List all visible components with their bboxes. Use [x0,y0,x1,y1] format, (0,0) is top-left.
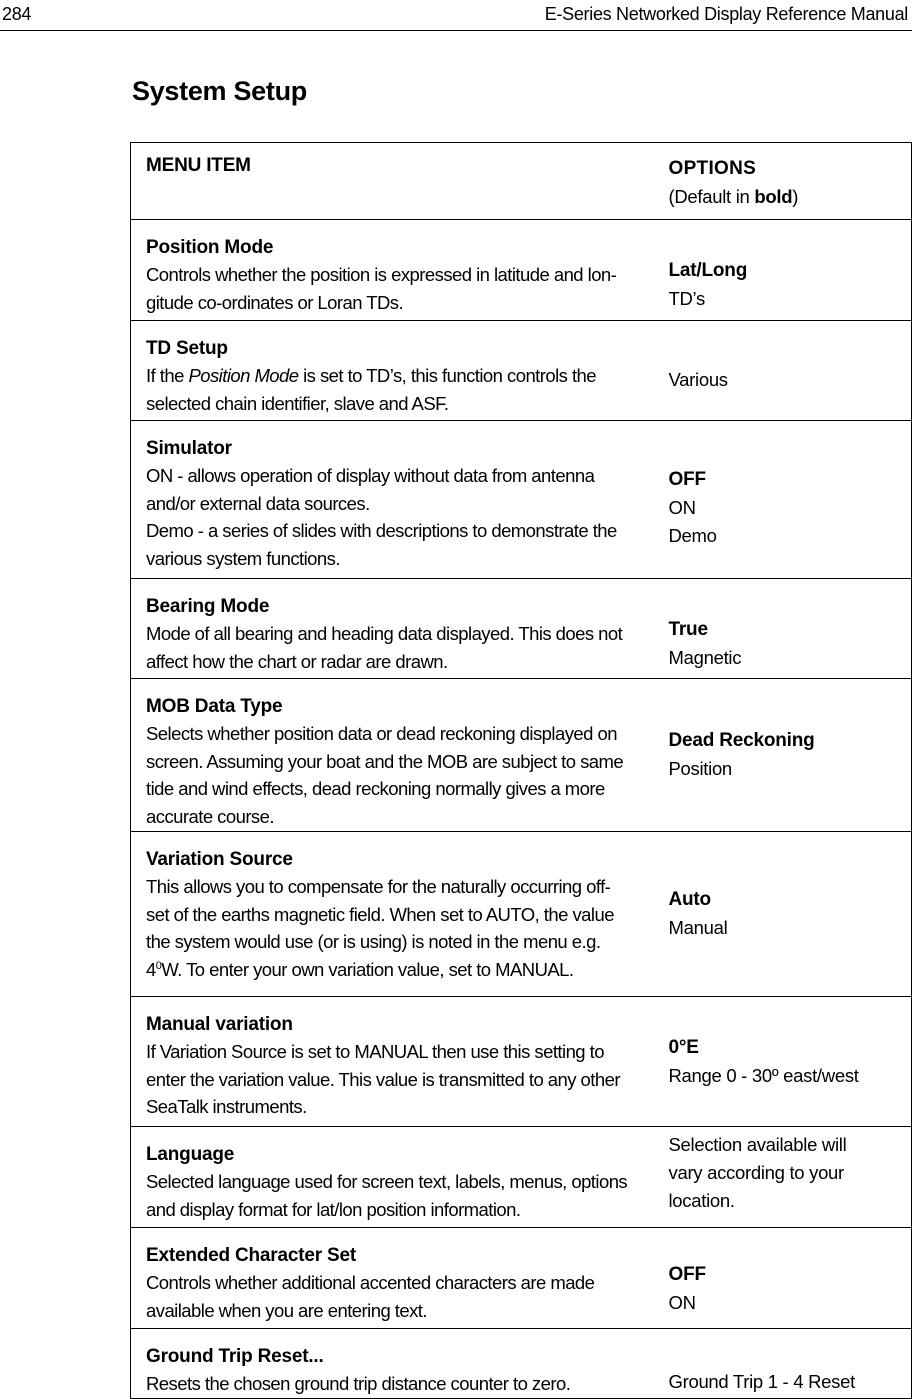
options-header-note [669,183,912,211]
description-tail: W. To enter your own variation value, set to MANUAL. [161,958,574,980]
default-option: True [668,618,708,640]
default-option: OFF [668,468,706,490]
table-row [131,579,912,679]
menu-item-description: Resets the chosen ground trip distance counter to zero. [146,1373,571,1394]
options-cell [667,579,912,679]
options-cell [667,1127,912,1228]
table-row [131,321,912,421]
menu-item-cell [131,1329,667,1399]
menu-item-name: Bearing Mode [146,596,270,617]
menu-item-description: Mode of all bearing and heading data displayed. This does not affect how the chart or radar are drawn. [146,623,623,672]
menu-item-cell [131,1228,667,1329]
table-row [131,997,912,1127]
system-setup-table [130,142,912,1399]
menu-item-name: TD Setup [146,338,228,359]
option: Range 0 - 30º east/west [668,1064,859,1086]
menu-item-description: Selects whether position data or dead reckoning displayed on screen. Assuming your boat and the MOB are subject to same tide and wind effects, dead reckoning normally gives a more accurate course. [146,723,624,827]
menu-item-description [146,362,667,417]
option: Ground Trip 1 - 4 Reset [668,1370,855,1392]
option: ON [668,1292,696,1313]
options-cell [667,679,912,832]
menu-item-description: Controls whether additional accented characters are made available when you are entering text. [146,1272,595,1321]
options-cell [667,220,912,321]
options-cell [667,1329,912,1399]
description-value: 4 [146,958,156,980]
table-row [131,421,912,579]
option: Selection available will [668,1134,847,1155]
table-row [131,679,912,832]
menu-item-cell [131,997,667,1127]
menu-item-cell [131,421,667,579]
menu-item-name: Variation Source [146,849,293,870]
description-prefix: If the [146,365,189,386]
page-number: 284 [2,4,32,24]
menu-item-cell [131,579,667,679]
option: ON [668,496,696,518]
option: TD’s [668,288,705,309]
options-note-bold: bold [754,186,793,207]
menu-item-description: Selected language used for screen text, labels, menus, options and display format for lat/lon position information. [146,1171,628,1220]
menu-item-name: Position Mode [146,237,274,258]
table-row [131,220,912,321]
menu-item-name: Simulator [146,438,232,459]
menu-item-cell [131,220,667,321]
description-italic: Position Mode [188,365,299,386]
menu-item-header [131,143,667,220]
options-header [667,143,912,220]
menu-item-name: Ground Trip Reset... [146,1346,324,1367]
description-superscript: 0 [155,959,162,972]
option: location. [668,1190,735,1211]
menu-item-description [146,873,667,983]
section-title: System Setup [132,76,307,106]
options-note-prefix: (Default in [668,186,755,207]
options-cell [667,421,912,579]
option: vary according to your [668,1162,844,1183]
menu-item-description: Controls whether the position is expressed in latitude and lon- gitude co-ordinates or Loran TDs. [146,264,617,313]
menu-item-cell [131,321,667,421]
menu-item-description: ON - allows operation of display without data from antenna and/or external data sources. Demo - a series of slides with descriptions to demonstrate the various system functions. [146,465,617,569]
default-option: Lat/Long [668,260,748,281]
menu-item-name: Extended Character Set [146,1245,356,1266]
options-header-label: OPTIONS [668,158,757,179]
description-text: This allows you to compensate for the naturally occurring off- set of the earths magnetic field. When set to AUTO, the value the system would use (or is using) is noted in the menu e.g. [146,876,614,952]
page-header [0,0,912,31]
menu-item-name: MOB Data Type [146,696,283,717]
table-row [131,1228,912,1329]
description-suffix: is set to TD’s, this function controls the selected chain identifier, slave and ASF. [146,365,597,414]
option: Magnetic [668,646,742,668]
option: Various [668,368,728,390]
menu-item-name: Manual variation [146,1014,293,1035]
menu-item-cell [131,832,667,997]
menu-item-cell [131,679,667,832]
table-header-row [131,143,912,220]
table-row [131,1127,912,1228]
options-cell [667,321,912,421]
default-option: OFF [668,1264,706,1285]
default-option: Auto [668,889,711,910]
options-cell [667,1228,912,1329]
default-option: Dead Reckoning [668,730,815,751]
option: Demo [668,524,717,546]
menu-item-description: If Variation Source is set to MANUAL then use this setting to enter the variation value. This value is transmitted to any other SeaTalk instruments. [146,1041,620,1117]
option: Position [668,758,732,779]
options-note-suffix: ) [792,186,799,207]
table-row [131,1329,912,1399]
menu-item-cell [131,1127,667,1228]
menu-item-header-label: MENU ITEM [146,155,251,176]
table-row [131,832,912,997]
options-cell [667,997,912,1127]
menu-item-name: Language [146,1144,235,1165]
option: Manual [668,917,728,938]
default-option: 0°E [668,1036,699,1058]
options-cell [667,832,912,997]
manual-title: E-Series Networked Display Reference Manual [544,4,908,24]
